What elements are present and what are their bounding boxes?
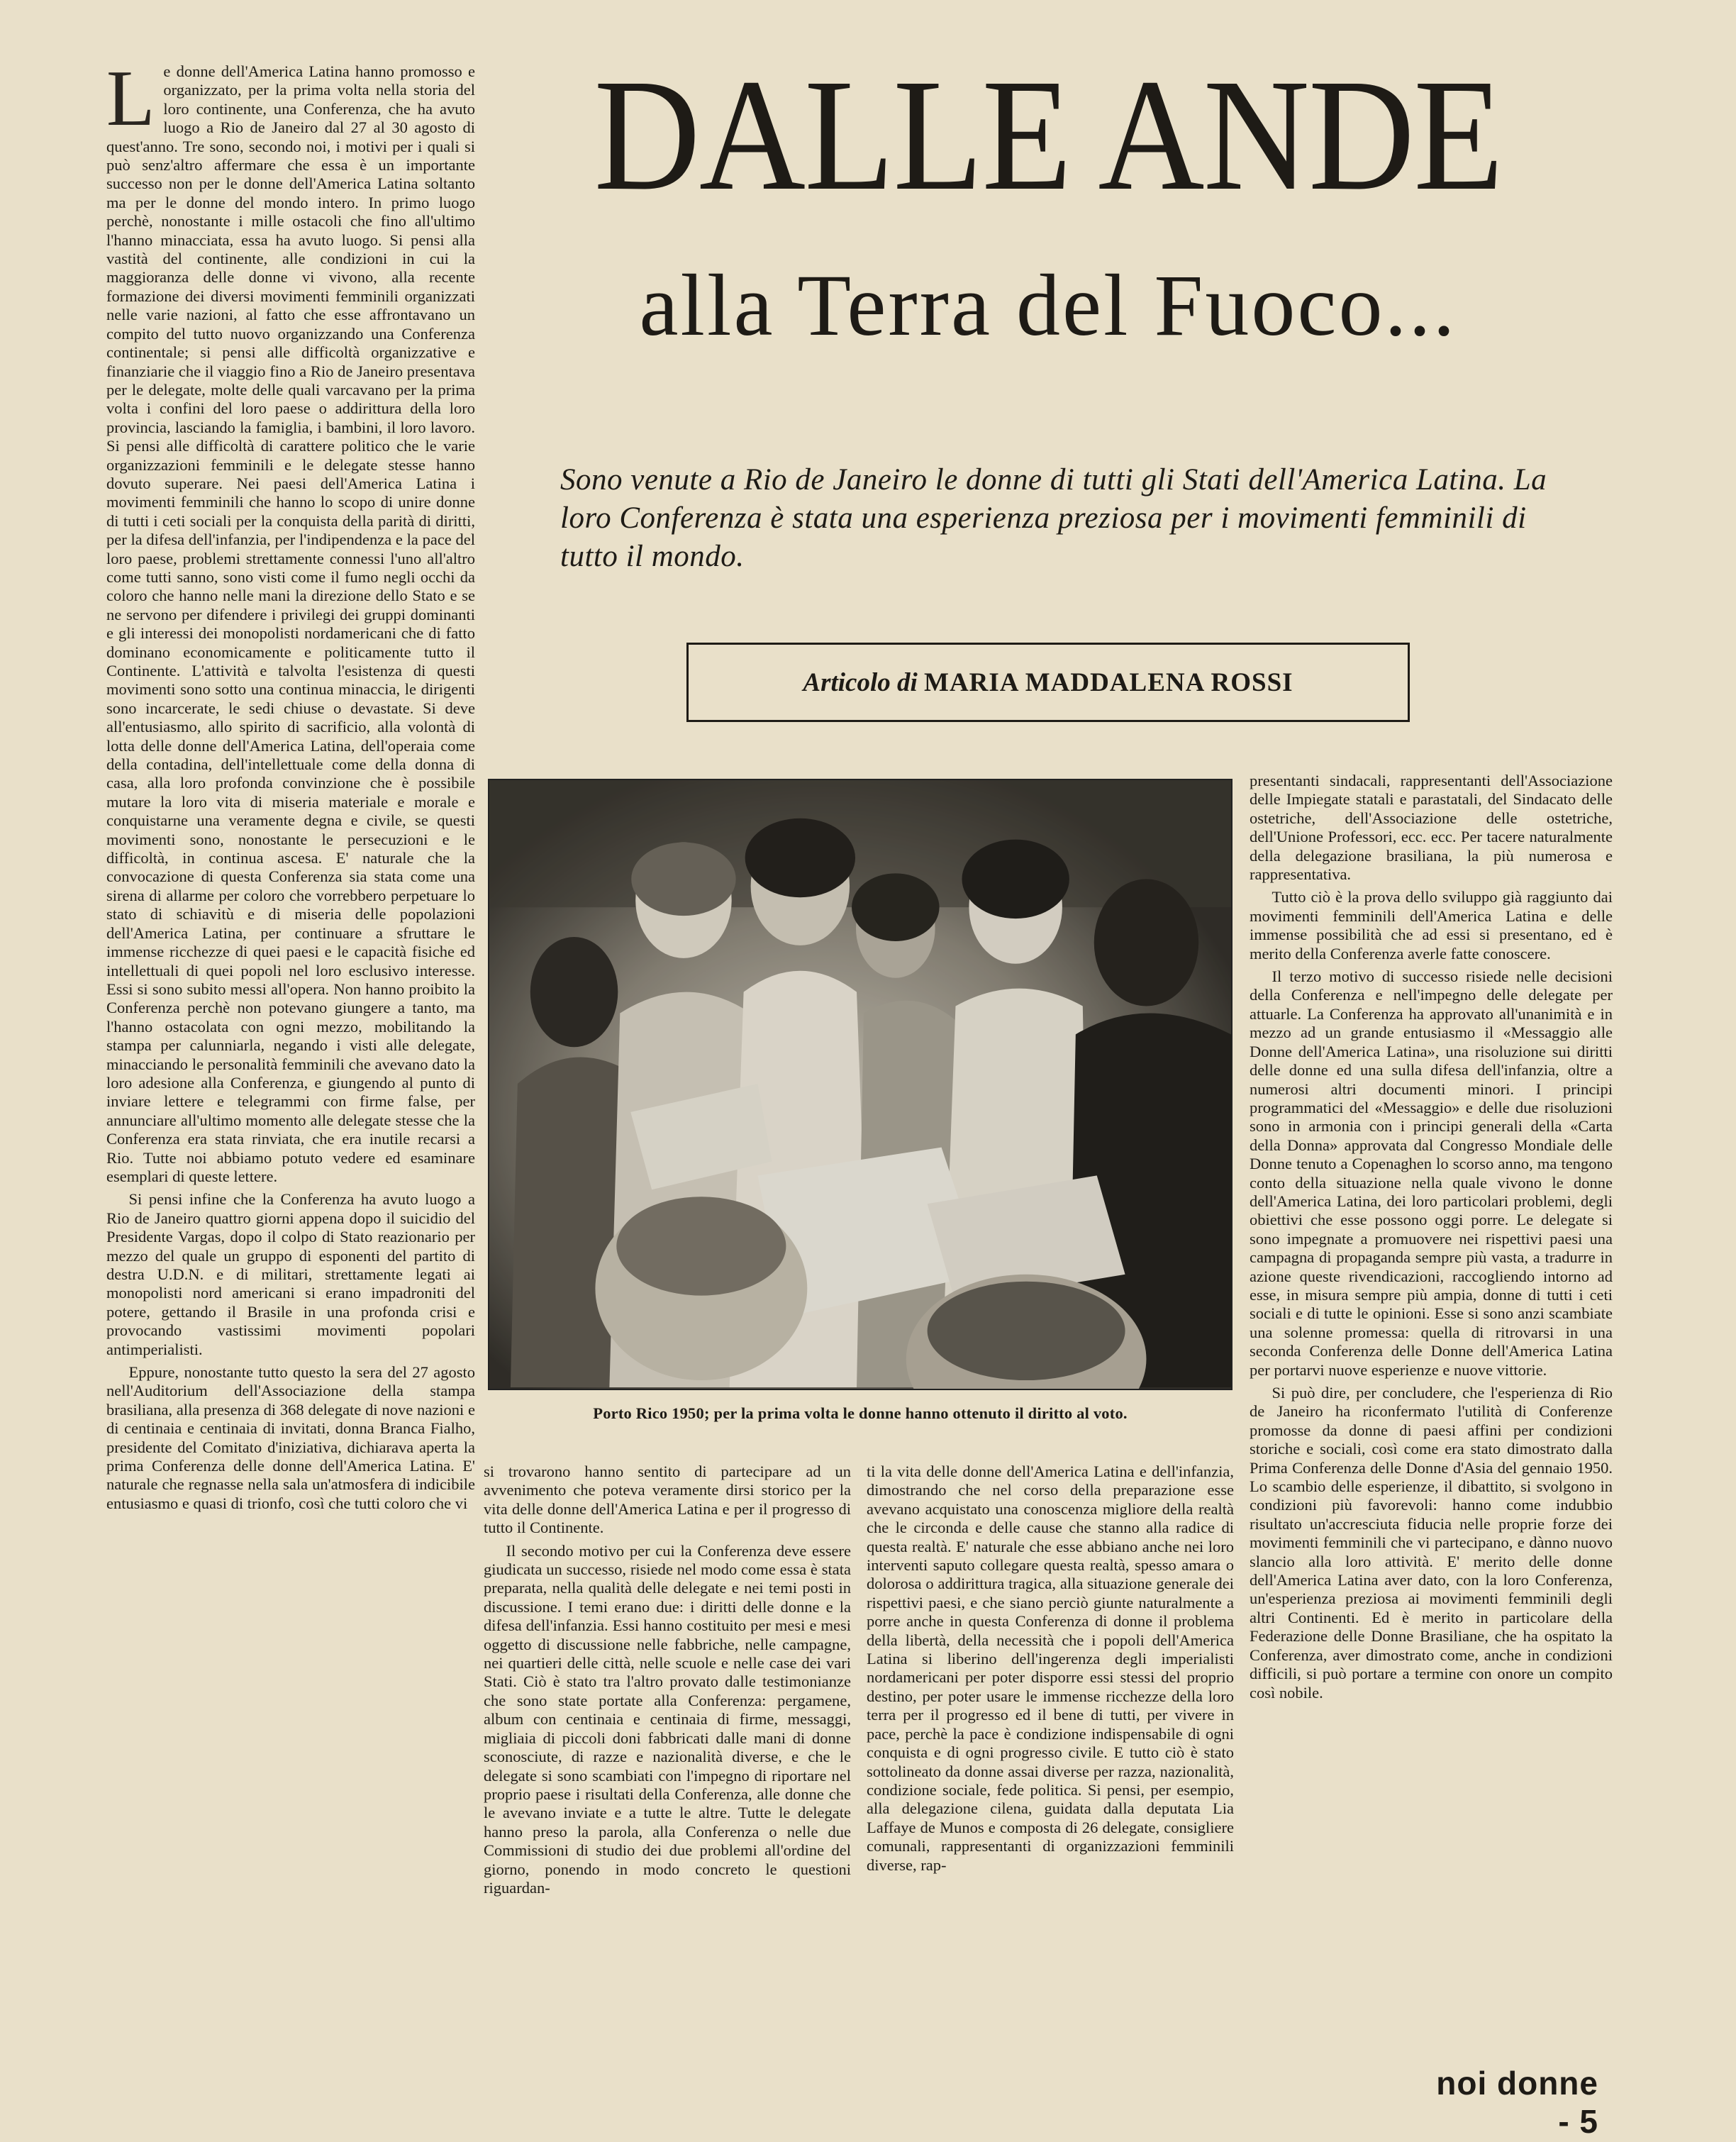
paragraph: e donne dell'America Latina hanno promosso e organizzato, per la prima volta nella storia del loro continente, una Conferenza, che ha avuto luogo a Rio de Janeiro dal 27 al 30 agosto di quest'anno. Tre sono, secondo noi, i motivi per i quali si può senz'altro affermare che essa è un importante successo non per le donne dell'America Latina soltanto ma per le donne del mondo intero. In primo luogo perchè, nonostante i mille ostacoli che fino all'ultimo l'hanno minacciata, essa ha avuto luogo. Si pensi alla vastità del continente, alle condizioni in cui la maggioranza delle donne vi vivono, alla recente formazione dei diversi movimenti femminili organizzati nelle varie nazioni, al fatto che esse affrontavano un compito del tutto nuovo organizzando una Conferenza continentale; si pensi alle difficoltà organizzative e finanziarie che il viaggio fino a Rio de Janeiro presentava per le delegate, molte delle quali varcavano per la prima volta i confini del loro paese o addirittura della loro provincia, lasciando la famiglia, i bambini, il loro lavoro. Si pensi alle difficoltà di carattere politico che le varie organizzazioni femminili e le delegate stesse hanno dovuto superare. Nei paesi dell'America Latina i movimenti femminili che hanno lo scopo di unire donne di tutti i ceti sociali per la conquista della parità di diritti, per la difesa dell'infanzia, per l'indipendenza e la pace del loro paese, problemi strettamente connessi l'uno all'altro come tutti sanno, sono visti come il fumo negli occhi da coloro che hanno nelle mani la direzione dello Stato e se ne servono per difendere i privilegi dei gruppi dominanti e gli interessi dei monopolisti nordamericani che di fatto dominano economicamente e politicamente tutto il Continente. L'attività e talvolta l'esistenza di questi movimenti sono sotto una continua minaccia, le dirigenti sono incarcerate, le sedi chiuse o devastate. Si deve all'entusiasmo, allo spirito di sacrificio, alla volontà di lotta delle donne dell'America Latina, dell'operaia come della contadina, dell'intellettuale come della donna di casa, alla loro profonda convinzione che è possibile mutare la loro vita di miseria materiale e morale e conquistarne una veramente degna e civile, se questi movimenti sono, nonostante le persecuzioni e le difficoltà, in continua ascesa. E' naturale che la convocazione di questa Conferenza sia stata come una sirena di allarme per coloro che vorrebbero perpetuare lo stato di schiavitù e di miseria delle popolazioni dell'America Latina, per continuare a sfruttare le immense ricchezze di quei paesi e le capacità fisiche ed intellettuali di quei popoli nel loro esclusivo interesse. Essi si sono subito messi all'opera. Non hanno proibito la Conferenza perchè non potevano giungere a tanto, ma l'hanno ostacolata con ogni mezzo, mobilitando la stampa per calunniarla, negando i visti alle delegate, minacciando le personalità femminili che avevano dato la loro adesione alla Conferenza, e giungendo al punto di inviare lettere e telegrammi con firme false, per annunciare all'ultimo momento alle delegate stesse che la Conferenza era stata rinviata, che era inutile recarsi a Rio. Tutte noi abbiamo potuto vedere ed esaminare esemplari di queste lettere.: [106, 62, 475, 1185]
paragraph: Il terzo motivo di successo risiede nelle decisioni della Conferenza e nell'impegno delle delegate per attuarle. La Conferenza ha approvato all'unanimità e in mezzo ad un grande entusiasmo il «Messaggio alle Donne dell'America Latina», una risoluzione sui diritti delle donne ed una sulla difesa dell'infanzia, oltre a numerosi altri documenti minori. I principi programmatici del «Messaggio» e delle due risoluzioni sono in armonia con i principi generali della «Carta della Donna» approvata dal Congresso Mondiale delle Donne tenuto a Copenaghen lo scorso anno, ma tengono conto della situazione nella quale vivono le donne dell'America Latina, dei loro particolari problemi, degli obiettivi che esse possono oggi porre. Le delegate si sono impegnate a promuovere nei rispettivi paesi una campagna di propaganda sempre più vasta, a tradurre in azione queste rivendicazioni, raccogliendo intorno ad esse, in misura sempre più ampia, donne di tutti i ceti sociali e di tutte le opinioni. Esse si sono anzi scambiate una solenne promessa: quella di ritrovarsi in una seconda Conferenza delle Donne dell'America Latina per portarvi nuove esperienze e nuove vittorie.: [1250, 967, 1613, 1379]
paragraph: ti la vita delle donne dell'America Latina e dell'infanzia, dimostrando che nel corso della preparazione esse avevano acquistato una conoscenza migliore della realtà che le circonda e delle cause che stanno alla radice di questa realtà. E' naturale che esse abbiano anche nei loro interventi saputo collegare questa realtà, spesso amara o dolorosa o addirittura tragica, alla situazione generale dei rispettivi paesi, e che siano perciò giunte naturalmente a porre anche in questa Conferenza di donne il problema della libertà, della necessità che i popoli dell'America Latina si liberino dell'ingerenza degli imperialisti nordamericani per poter disporre essi stessi del proprio destino, per poter usare le immense ricchezze della loro terra per il progresso ed il bene di tutti, per vivere in pace, perchè la pace è condizione indispensabile di ogni conquista e di ogni progresso civile. E tutto ciò è stato sottolineato da donne assai diverse per razza, nazionalità, condizione sociale, fede politica. Si pensi, per esempio, alla delegazione cilena, guidata dalla deputata Lia Laffaye de Munos e composta di 26 delegate, consigliere comunali, rappresentanti di organizzazioni femminili diverse, rap-: [867, 1463, 1234, 1874]
headline: DALLE ANDE: [594, 46, 1503, 223]
photo-illustration: [489, 780, 1231, 1389]
paragraph: si trovarono hanno sentito di partecipare ad un avvenimento che poteva veramente dirsi storico per la vita delle donne dell'America Latina e per il progresso di tutto il Continente.: [484, 1463, 851, 1537]
paragraph: Il secondo motivo per cui la Conferenza deve essere giudicata un successo, risiede nel modo come essa è stata preparata, nella qualità delle delegate e nei temi posti in discussione. I temi erano due: i diritti delle donne e la difesa dell'infanzia. Essi hanno costituito per mesi e mesi oggetto di discussione nelle fabbriche, nelle campagne, nei quartieri delle città, nelle scuole e nelle case dei vari Stati. Ciò è stato tra l'altro provato dalle testimonianze che sono state portate alla Conferenza: pergamene, album con centinaia e centinaia di firme, messaggi, migliaia di piccoli doni fabbricati dalle mani di donne sconosciute, di razze e nazionalità diverse, e che le delegate si sono scambiati con l'impegno di riportare nel proprio paese i risultati della Conferenza, alle donne che le avevano inviate e a tutte le altre. Tutte le delegate hanno preso la parola, alla Conferenza o nelle due Commissioni di studio dei due problemi all'ordine del giorno, ponendo in modo concreto le questioni riguardan-: [484, 1541, 851, 1897]
byline-prefix: Articolo di: [803, 667, 918, 697]
body-column-bottom-1: [484, 1463, 851, 2051]
paragraph: presentanti sindacali, rappresentanti dell'Associazione delle Impiegate statali e parastatali, del Sindacato delle ostetriche, dell'Associazione delle ostetriche, dell'Unione Professori, ecc. ecc. Per tacere naturalmente della delegazione brasiliana, la più numerosa e rappresentativa.: [1250, 772, 1613, 884]
body-column-left: [106, 62, 475, 2041]
paragraph: Tutto ciò è la prova dello sviluppo già raggiunto dai movimenti femminili dell'America Latina e delle immense possibilità che ad essi si presentano, ed è merito della Conferenza averle fatte conoscere.: [1250, 888, 1613, 962]
drop-cap: L: [106, 62, 155, 143]
byline-box: [686, 643, 1410, 722]
body-column-bottom-2: [867, 1463, 1234, 2051]
photo-caption: Porto Rico 1950; per la prima volta le donne hanno ottenuto il diritto al voto.: [593, 1404, 1128, 1422]
body-column-right: [1250, 772, 1613, 2041]
subheadline: alla Terra del Fuoco...: [639, 257, 1457, 354]
byline-author: MARIA MADDALENA ROSSI: [924, 667, 1293, 697]
news-photo: [488, 779, 1233, 1390]
paragraph: Eppure, nonostante tutto questo la sera del 27 agosto nell'Auditorium dell'Associazione della stampa brasiliana, alla presenza di 368 delegate di nove nazioni e di centinaia e centinaia di invitati, donna Branca Fialho, presidente del Comitato d'iniziativa, dichiarava aperta la prima Conferenza delle donne dell'America Latina. E' naturale che regnasse nella sala un'atmosfera di indicibile entusiasmo e quasi di trionfo, così che tutti coloro che vi: [106, 1363, 475, 1512]
page-folio: noi donne - 5: [1436, 2065, 1598, 2140]
intro-standfirst: Sono venute a Rio de Janeiro le donne di tutti gli Stati dell'America Latina. La loro Conferenza è stata una esperienza preziosa per i movimenti femminili di tutto il mondo.: [560, 463, 1547, 573]
paragraph: Si può dire, per concludere, che l'esperienza di Rio de Janeiro ha riconfermato l'utilità di Conferenze promosse da donne di paesi affini per condizioni storiche e sociali, così come era stato dimostrato dalla Prima Conferenza delle Donne d'Asia del gennaio 1950. Lo scambio delle esperienze, il dibattito, si svolgono in condizioni più favorevoli: hanno come indubbio risultato un'accresciuta fiducia nelle proprie forze dei movimenti femminili che vi partecipano, e dànno nuovo slancio alla loro attività. E' merito delle donne dell'America Latina aver dato, con la loro Conferenza, un'esperienza preziosa ai movimenti femminili degli altri Continenti. Ed è merito in particolare della Federazione delle Donne Brasiliane, che ha ospitato la Conferenza, aver dimostrato come, anche in condizioni difficili, si può portare a termine con onore un compito così nobile.: [1250, 1384, 1613, 1702]
paragraph: Si pensi infine che la Conferenza ha avuto luogo a Rio de Janeiro quattro giorni appena dopo il suicidio del Presidente Vargas, dopo il colpo di Stato reazionario per mezzo del quale un gruppo di esponenti del partito di destra U.D.N. e di militari, strettamente legati ai monopolisti nord americani si erano impadroniti del potere, gettando il Brasile in una profonda crisi e provocando vastissimi movimenti popolari antimperialisti.: [106, 1190, 475, 1358]
